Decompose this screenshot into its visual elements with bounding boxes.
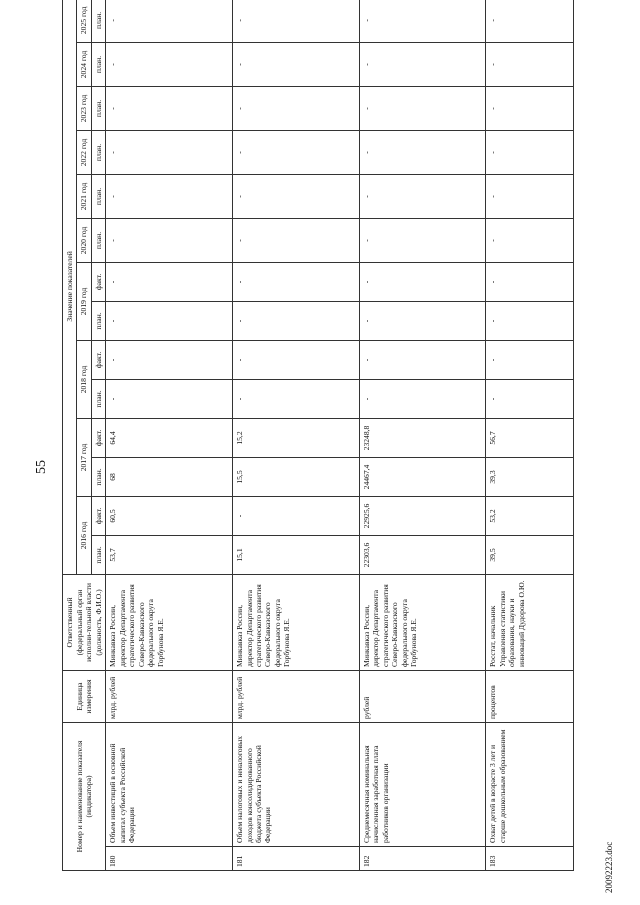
value-cell: - — [359, 175, 486, 219]
value-cell: - — [486, 131, 574, 175]
plan-label: план. — [91, 87, 105, 131]
value-cell: - — [233, 263, 360, 302]
year-2023: 2023 год — [77, 87, 91, 131]
plan-label: план. — [91, 458, 105, 497]
table-row — [359, 0, 486, 871]
value-cell: - — [233, 175, 360, 219]
header-row-1 — [63, 0, 77, 871]
responsible-cell: Росстат, начальник Управления статистики образования, науки и инноваций Дудорова О.Ю. — [486, 575, 574, 671]
unit-cell: млрд. рублей — [106, 671, 233, 723]
value-cell: 53,2 — [486, 497, 574, 536]
year-2018: 2018 год — [77, 341, 91, 419]
responsible-cell: Минкавказ России, директор Департамента стратегического развития Северо-Кавказского федерального округа Горбунова Я.Е. — [233, 575, 360, 671]
value-cell: - — [486, 43, 574, 87]
value-cell: - — [359, 219, 486, 263]
plan-label: план. — [91, 219, 105, 263]
responsible-cell: Минкавказ России, директор Департамента стратегического развития Северо-Кавказского федерального округа Горбунова Я.Е. — [106, 575, 233, 671]
year-2025: 2025 год — [77, 0, 91, 43]
value-cell: 15,5 — [233, 458, 360, 497]
value-cell: 64,4 — [106, 419, 233, 458]
row-number: 181 — [233, 847, 360, 871]
value-cell: - — [106, 219, 233, 263]
value-cell: 56,7 — [486, 419, 574, 458]
row-number: 183 — [486, 847, 574, 871]
value-cell: - — [106, 302, 233, 341]
value-cell: 39,5 — [486, 536, 574, 575]
value-cell: - — [486, 175, 574, 219]
value-cell: 22925,6 — [359, 497, 486, 536]
indicator-name: Среднемесячная номинальная начисленная заработная плата работников организации — [359, 723, 486, 847]
value-cell: - — [106, 341, 233, 380]
year-2019: 2019 год — [77, 263, 91, 341]
plan-label: план. — [91, 131, 105, 175]
value-cell: - — [486, 0, 574, 43]
value-cell: 22303,6 — [359, 536, 486, 575]
value-cell: 15,2 — [233, 419, 360, 458]
indicator-name: Охват детей в возрасте 3 лет и старше дошкольным образованием — [486, 723, 574, 847]
value-cell: - — [233, 0, 360, 43]
value-cell: - — [359, 341, 486, 380]
value-cell: - — [233, 341, 360, 380]
value-cell: - — [486, 341, 574, 380]
value-cell: - — [359, 263, 486, 302]
unit-cell: рублей — [359, 671, 486, 723]
header-responsible: Ответственный (федеральный орган исполни-тельной власти (должность, Ф.И.О.) — [63, 575, 106, 671]
fact-label: факт. — [91, 263, 105, 302]
value-cell: - — [486, 219, 574, 263]
value-cell: - — [359, 380, 486, 419]
value-cell: - — [106, 263, 233, 302]
year-2016: 2016 год — [77, 497, 91, 575]
value-cell: - — [233, 131, 360, 175]
value-cell: - — [106, 0, 233, 43]
plan-label: план. — [91, 43, 105, 87]
header-name: Номер и наименование показателя (индикатора) — [63, 723, 106, 871]
value-cell: - — [233, 497, 360, 536]
value-cell: - — [486, 380, 574, 419]
value-cell: 24467,4 — [359, 458, 486, 497]
fact-label: факт. — [91, 341, 105, 380]
table-row — [233, 0, 360, 871]
responsible-cell: Минкавказ России, директор Департамента стратегического развития Северо-Кавказского федерального округа Горбунова Я.Е. — [359, 575, 486, 671]
year-2020: 2020 год — [77, 219, 91, 263]
value-cell: 60,5 — [106, 497, 233, 536]
value-cell: - — [233, 87, 360, 131]
value-cell: - — [106, 175, 233, 219]
year-2017: 2017 год — [77, 419, 91, 497]
unit-cell: процентов — [486, 671, 574, 723]
value-cell: - — [359, 302, 486, 341]
year-2022: 2022 год — [77, 131, 91, 175]
value-cell: - — [233, 43, 360, 87]
value-cell: - — [233, 219, 360, 263]
fact-label: факт. — [91, 419, 105, 458]
plan-label: план. — [91, 380, 105, 419]
value-cell: - — [359, 131, 486, 175]
value-cell: - — [486, 302, 574, 341]
value-cell: - — [359, 43, 486, 87]
value-cell: - — [106, 131, 233, 175]
indicator-name: Объем налоговых и неналоговых доходов консолидированного бюджета субъекта Российской Федерации — [233, 723, 360, 847]
plan-label: план. — [91, 536, 105, 575]
plan-label: план. — [91, 175, 105, 219]
value-cell: - — [486, 87, 574, 131]
page-number: 55 — [34, 460, 49, 474]
row-number: 180 — [106, 847, 233, 871]
table-row — [106, 0, 233, 871]
plan-label: план. — [91, 0, 105, 43]
value-cell: - — [359, 87, 486, 131]
unit-cell: млрд. рублей — [233, 671, 360, 723]
value-cell: - — [233, 380, 360, 419]
value-cell: 23248,8 — [359, 419, 486, 458]
value-cell: 53,7 — [106, 536, 233, 575]
value-cell: 39,3 — [486, 458, 574, 497]
value-cell: - — [106, 43, 233, 87]
value-cell: - — [486, 263, 574, 302]
header-values: Значение показателей — [63, 0, 77, 575]
year-2021: 2021 год — [77, 175, 91, 219]
value-cell: - — [106, 87, 233, 131]
header-unit: Единица измерения — [63, 671, 106, 723]
indicators-table — [62, 0, 574, 871]
value-cell: - — [359, 0, 486, 43]
indicator-name: Объем инвестиций в основной капитал субъекта Российской Федерации — [106, 723, 233, 847]
value-cell: 15,1 — [233, 536, 360, 575]
value-cell: 68 — [106, 458, 233, 497]
table-row — [486, 0, 574, 871]
fact-label: факт. — [91, 497, 105, 536]
table-body — [106, 0, 574, 871]
plan-label: план. — [91, 302, 105, 341]
row-number: 182 — [359, 847, 486, 871]
year-2024: 2024 год — [77, 43, 91, 87]
footer-filename: 20092223.doc — [604, 841, 614, 893]
value-cell: - — [106, 380, 233, 419]
value-cell: - — [233, 302, 360, 341]
